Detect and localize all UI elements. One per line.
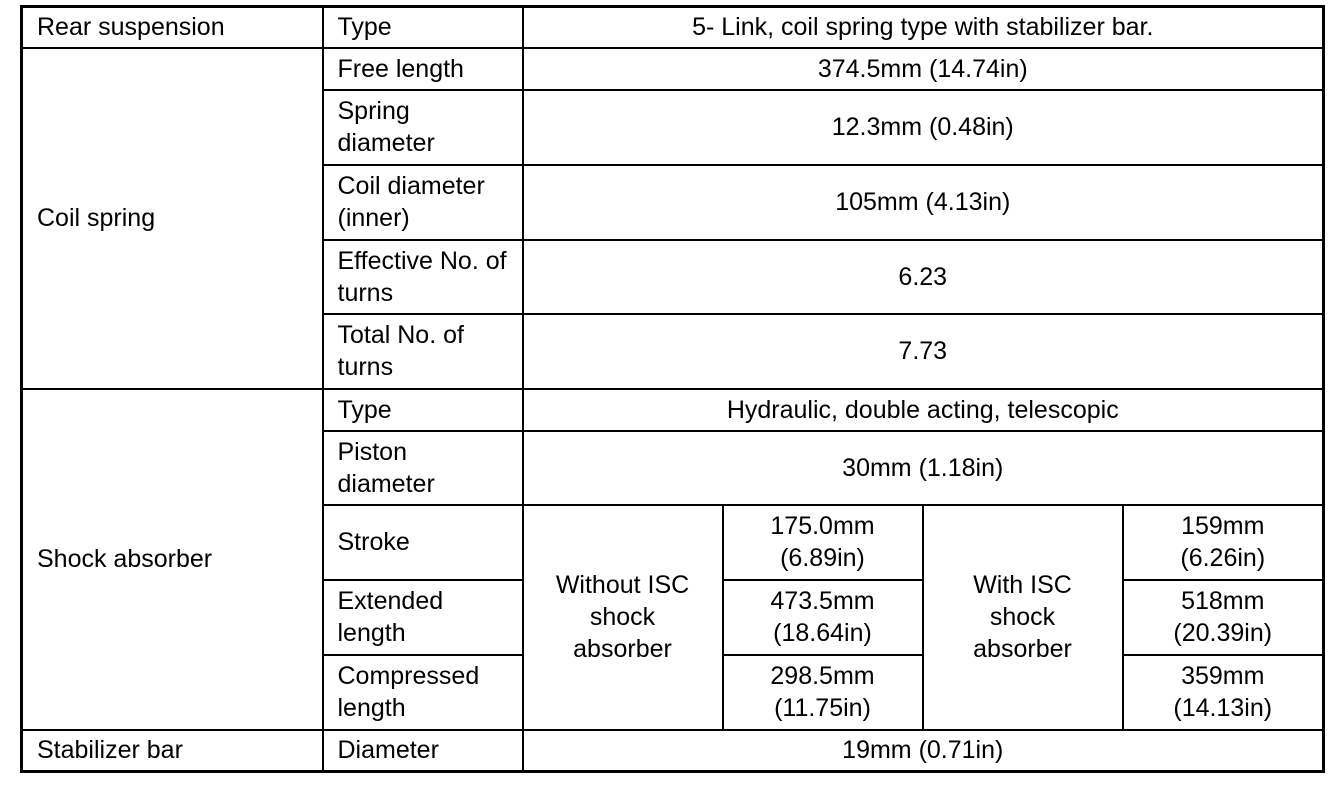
value-cell: 5- Link, coil spring type with stabilizer bar. bbox=[523, 7, 1324, 48]
param-label: Coil diameter (inner) bbox=[323, 165, 523, 240]
param-label: Spring diameter bbox=[323, 90, 523, 165]
category-rear-suspension: Rear suspension bbox=[22, 7, 323, 48]
value-cell: 30mm (1.18in) bbox=[523, 431, 1324, 505]
value-cell: 19mm (0.71in) bbox=[523, 730, 1324, 772]
value-cell: 518mm (20.39in) bbox=[1123, 580, 1324, 655]
value-cell: 473.5mm (18.64in) bbox=[723, 580, 923, 655]
category-shock-absorber: Shock absorber bbox=[22, 389, 323, 730]
value-cell: 12.3mm (0.48in) bbox=[523, 90, 1324, 165]
with-isc-label: With ISC shock absorber bbox=[923, 505, 1123, 730]
category-coil-spring: Coil spring bbox=[22, 48, 323, 389]
value-cell: 359mm (14.13in) bbox=[1123, 655, 1324, 730]
table-row bbox=[22, 48, 1324, 90]
value-cell: 298.5mm (11.75in) bbox=[723, 655, 923, 730]
param-label: Extended length bbox=[323, 580, 523, 655]
param-label: Total No. of turns bbox=[323, 314, 523, 389]
param-label: Free length bbox=[323, 48, 523, 90]
table-row bbox=[22, 730, 1324, 772]
value-cell: Hydraulic, double acting, telescopic bbox=[523, 389, 1324, 431]
param-label: Compressed length bbox=[323, 655, 523, 730]
table-row bbox=[22, 7, 1324, 48]
value-cell: 6.23 bbox=[523, 240, 1324, 314]
without-isc-label: Without ISC shock absorber bbox=[523, 505, 723, 730]
param-label: Diameter bbox=[323, 730, 523, 772]
param-label: Effective No. of turns bbox=[323, 240, 523, 314]
value-cell: 159mm (6.26in) bbox=[1123, 505, 1324, 580]
value-cell: 105mm (4.13in) bbox=[523, 165, 1324, 240]
param-label: Piston diameter bbox=[323, 431, 523, 505]
param-label: Type bbox=[323, 7, 523, 48]
table-row bbox=[22, 389, 1324, 431]
value-cell: 175.0mm (6.89in) bbox=[723, 505, 923, 580]
category-stabilizer-bar: Stabilizer bar bbox=[22, 730, 323, 772]
param-label: Type bbox=[323, 389, 523, 431]
rear-suspension-spec-table bbox=[20, 5, 1325, 773]
value-cell: 374.5mm (14.74in) bbox=[523, 48, 1324, 90]
value-cell: 7.73 bbox=[523, 314, 1324, 389]
param-label: Stroke bbox=[323, 505, 523, 580]
